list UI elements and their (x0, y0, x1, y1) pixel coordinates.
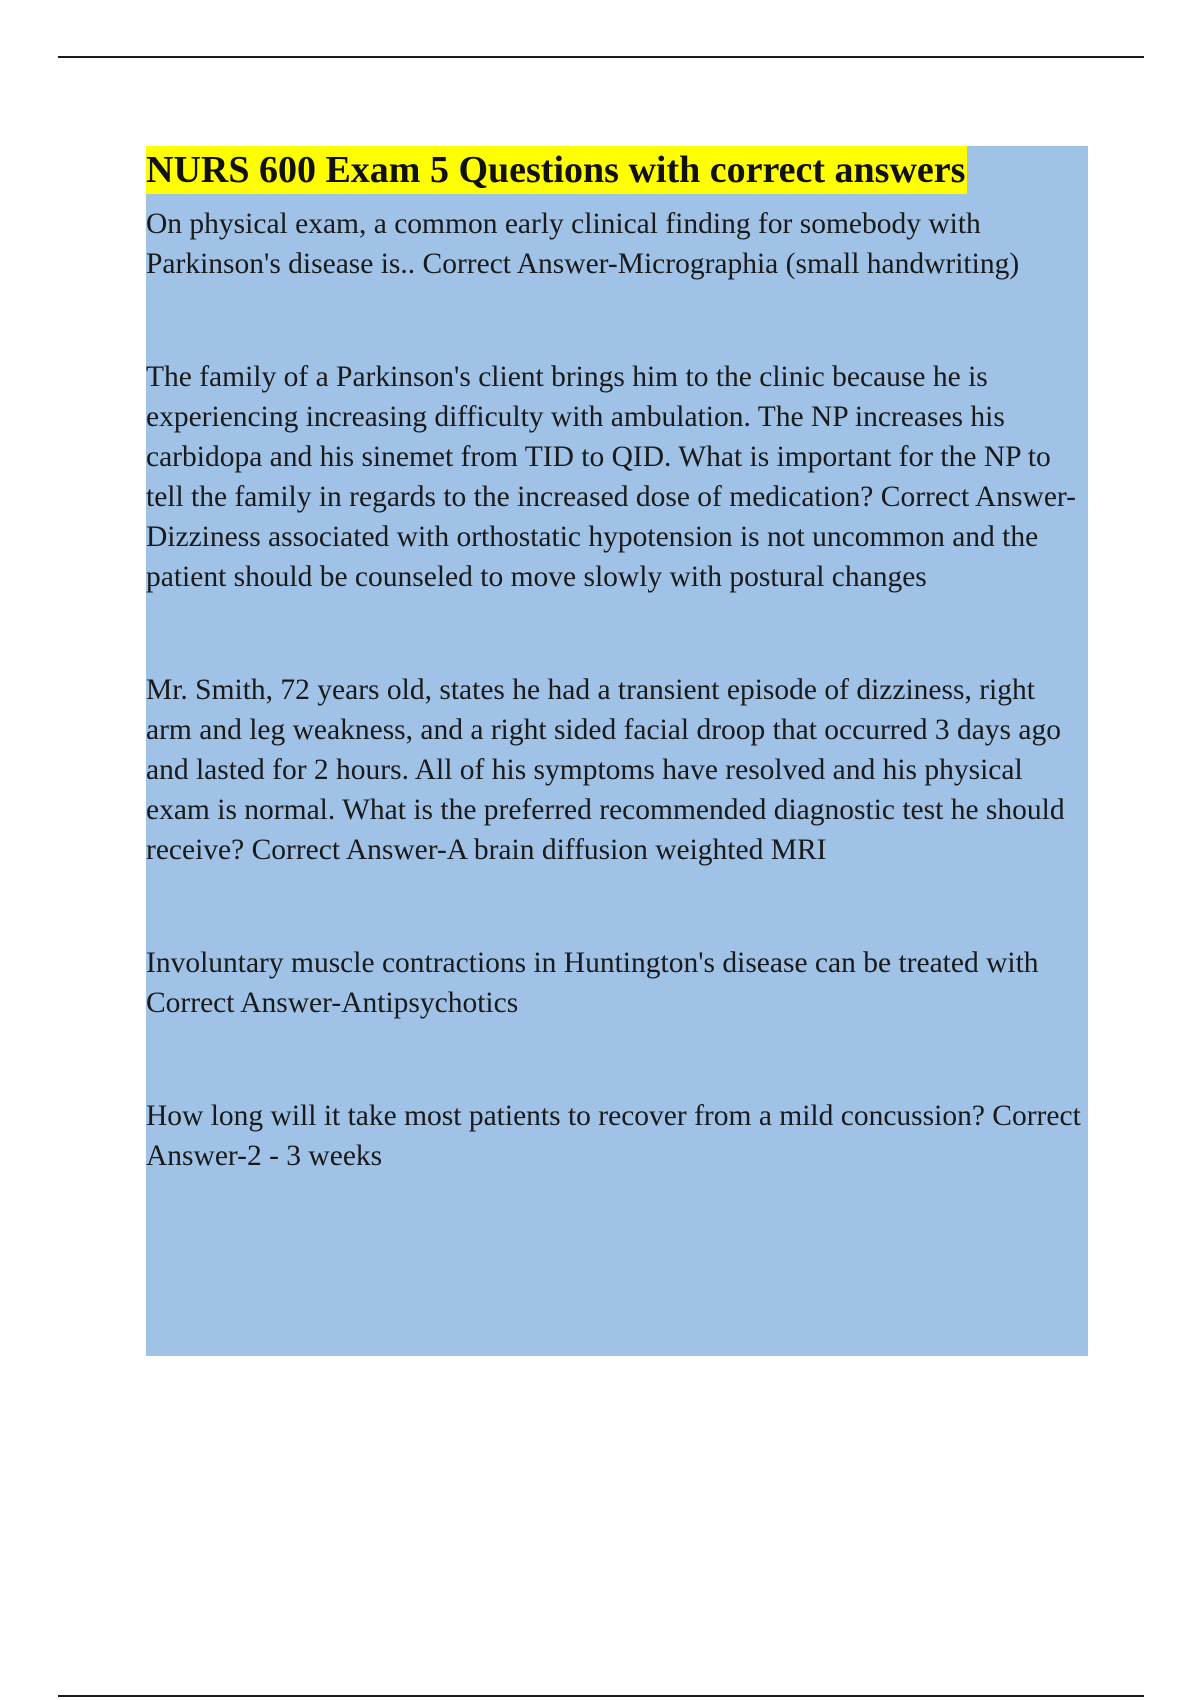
header-rule (58, 56, 1144, 58)
qa-item: How long will it take most patients to recover from a mild concussion? Correct Answer-2 - 3 weeks (146, 1100, 1081, 1172)
footer-rule (58, 1695, 1144, 1697)
qa-item: Involuntary muscle contractions in Huntington's disease can be treated with Correct Answer-Antipsychotics (146, 947, 1039, 1019)
qa-list (146, 204, 1088, 1176)
qa-item: Mr. Smith, 72 years old, states he had a transient episode of dizziness, right arm and leg weakness, and a right sided facial droop that occurred 3 days ago and lasted for 2 hours. All of his symptoms have resolved and his physical exam is normal. What is the preferred recommended diagnostic test he should receive? Correct Answer-A brain diffusion weighted MRI (146, 674, 1065, 866)
document-title: NURS 600 Exam 5 Questions with correct answers (146, 146, 967, 194)
content-block (146, 146, 1088, 1356)
qa-item: The family of a Parkinson's client brings him to the clinic because he is experiencing increasing difficulty with ambulation. The NP increases his carbidopa and his sinemet from TID to QID. What is important for the NP to tell the family in regards to the increased dose of medication? Correct Answer-Dizziness associated with orthostatic hypotension is not uncommon and the patient should be counseled to move slowly with postural changes (146, 361, 1076, 593)
qa-item: On physical exam, a common early clinical finding for somebody with Parkinson's disease is.. Correct Answer-Micrographia (small handwriting) (146, 208, 1020, 280)
